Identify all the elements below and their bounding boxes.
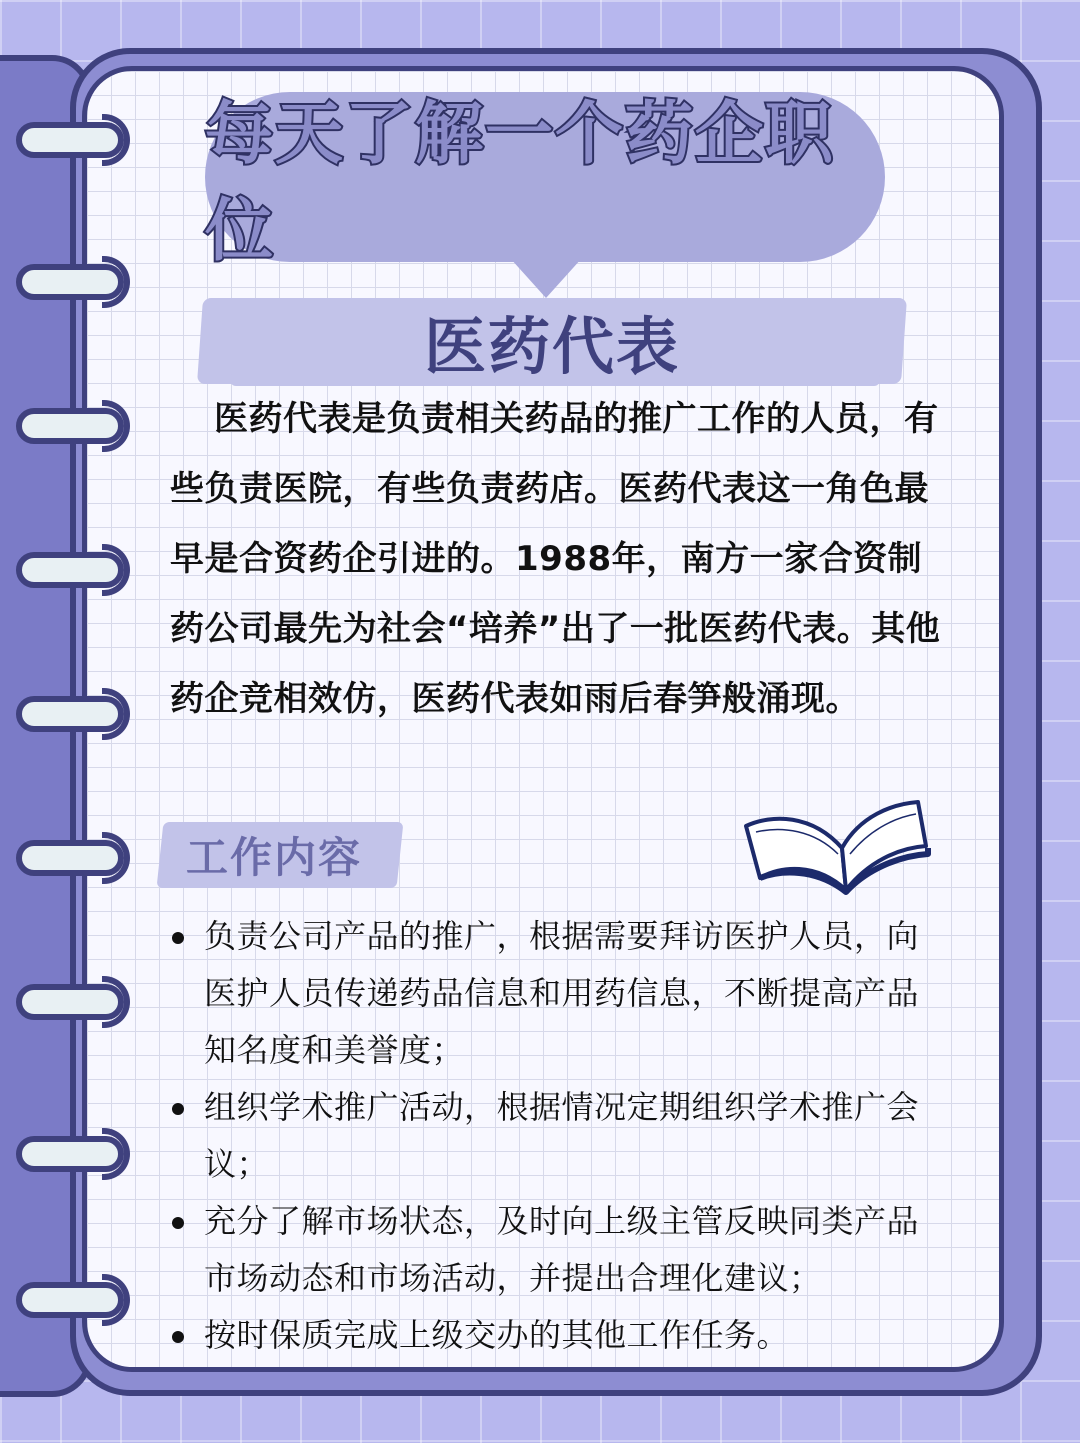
- spiral-ring-icon: [16, 1282, 124, 1318]
- spiral-ring-icon: [16, 1136, 124, 1172]
- spiral-ring-icon: [16, 408, 124, 444]
- page-title: 每天了解一个药企职位: [205, 95, 836, 271]
- spiral-ring-icon: [16, 840, 124, 876]
- spiral-ring-icon: [16, 552, 124, 588]
- list-item: 充分了解市场状态，及时向上级主管反映同类产品市场动态和市场活动，并提出合理化建议；: [168, 1193, 948, 1307]
- list-item: 负责公司产品的推广，根据需要拜访医护人员，向医护人员传递药品信息和用药信息，不断提高产品知名度和美誉度；: [168, 908, 948, 1079]
- spiral-ring-icon: [16, 122, 124, 158]
- open-book-icon: [742, 796, 932, 896]
- list-item: 按时保质完成上级交办的其他工作任务。: [168, 1307, 948, 1364]
- job-title: 医药代表: [423, 309, 680, 383]
- spiral-ring-icon: [16, 696, 124, 732]
- spiral-ring-icon: [16, 984, 124, 1020]
- duties-list: [168, 908, 948, 1364]
- list-item: 组织学术推广活动，根据情况定期组织学术推广会议；: [168, 1079, 948, 1193]
- spiral-ring-icon: [16, 264, 124, 300]
- section-heading: 工作内容: [186, 833, 363, 882]
- intro-paragraph: 医药代表是负责相关药品的推广工作的人员，有些负责医院，有些负责药店。医药代表这一角色最早是合资药企引进的。1988年，南方一家合资制药公司最先为社会“培养”出了一批医药代表。其他药企竞相效仿，医药代表如雨后春笋般涌现。: [170, 399, 941, 719]
